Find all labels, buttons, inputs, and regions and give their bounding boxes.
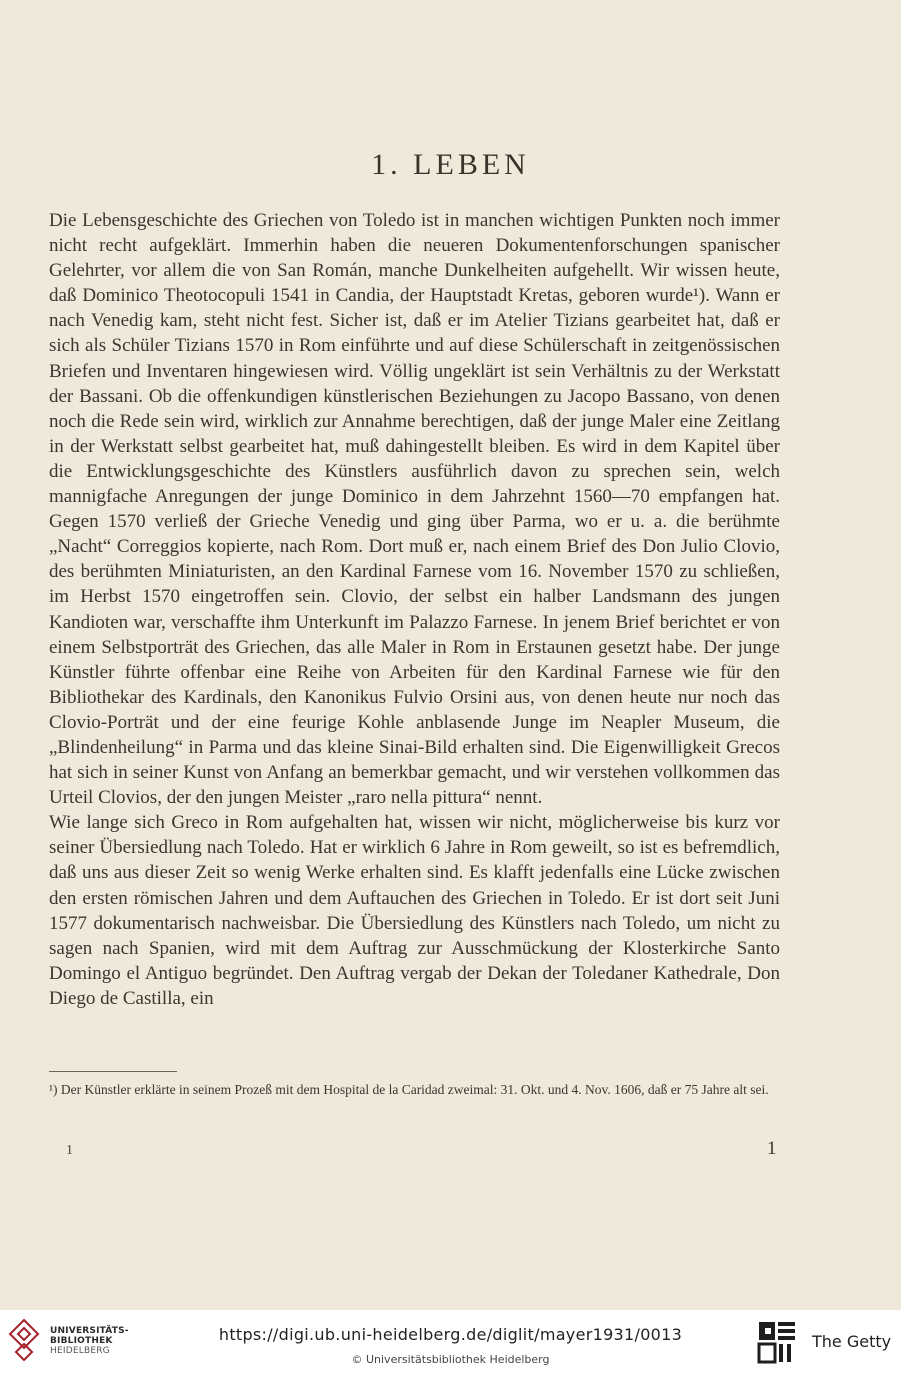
chapter-heading: 1. LEBEN <box>371 148 530 181</box>
paragraph-2: Wie lange sich Greco in Rom aufgehalten hat, wissen wir nicht, möglicherweise bis kurz vor seiner Übersiedlung nach Toledo. Hat er wirklich 6 Jahre in Rom geweilt, so ist es befremdlich, daß uns aus dieser Zeit so wenig Werke erhalten sind. Es klafft jedenfalls eine Lücke zwischen den ersten römischen Jahren und dem Auftauchen des Griechen in Toledo. Er ist dort seit Juni 1577 dokumentarisch nachweisbar. Die Übersiedlung des Künstlers nach Toledo, um nicht zu sagen nach Spanien, wird mit dem Auftrag zur Ausschmückung der Klosterkirche Santo Domingo el Antiguo begründet. Den Auftrag vergab der Dekan der Toledaner Kathedrale, Don Diego de Castilla, ein <box>49 812 780 1009</box>
page-number: 1 <box>767 1138 777 1159</box>
library-city: HEIDELBERG <box>50 1346 110 1356</box>
footnote-separator <box>49 1071 177 1072</box>
footnote: ¹) Der Künstler erklärte in seinem Prozeß mit dem Hospital de la Caridad zweimal: 31. Okt. und 4. Nov. 1606, daß er 75 Jahre alt sei. <box>49 1082 769 1097</box>
library-name-line1: UNIVERSITÄTS- <box>50 1326 129 1336</box>
library-name-line2: BIBLIOTHEK <box>50 1336 113 1346</box>
viewer-footer <box>0 1310 901 1376</box>
getty-logo-icon[interactable] <box>757 1320 797 1366</box>
paragraph-1: Die Lebensgeschichte des Griechen von Toledo ist in manchen wichtigen Punkten noch immer nicht recht aufgeklärt. Immerhin haben die neueren Dokumentenforschungen spanischer Gelehrter, vor allem die von San Román, manche Dunkelheiten aufgehellt. Wir wissen heute, daß Dominico Theotocopuli 1541 in Candia, der Hauptstadt Kretas, geboren wurde¹). Wann er nach Venedig kam, steht nicht fest. Sicher ist, daß er im Atelier Tizians gearbeitet hat, daß er sich als Schüler Tizians 1570 in Rom einführte und auf diese Schülerschaft in zeitgenössischen Briefen und Inventaren hingewiesen wird. Völlig ungeklärt ist sein Verhältnis zu der Werkstatt der Bassani. Ob die offenkundigen künstlerischen Beziehungen zu Jacopo Bassano, von denen noch die Rede sein wird, wirklich zur Annahme berechtigen, daß der junge Maler eine Zeitlang in der Werkstatt selbst gearbeitet hat, muß dahingestellt bleiben. Es wird in dem Kapitel über die Entwicklungsgeschichte des Künstlers ausführlich davon zu sprechen sein, welch mannigfache Anregungen der junge Dominico in dem Jahrzehnt 1560—70 empfangen hat. Gegen 1570 verließ der Grieche Venedig und ging über Parma, wo er u. a. die berühmte „Nacht“ Correggios kopierte, nach Rom. Dort muß er, nach einem Brief des Don Julio Clovio, des berühmten Miniaturisten, an den Kardinal Farnese vom 16. November 1570 zu schließen, im Herbst 1570 eingetroffen sein. Clovio, der selbst ein halber Landsmann des jungen Kandioten war, verschaffte ihm Unterkunft im Palazzo Farnese. In jenem Brief berichtet er von einem Selbstporträt des Griechen, das alle Maler in Rom in Erstaunen gesetzt habe. Der junge Künstler führte offenbar eine Reihe von Arbeiten für den Kardinal Farnese wie für den Bibliothekar des Kardinals, den Kanonikus Fulvio Orsini aus, von denen heute nur noch das Clovio-Porträt und der eine feurige Kohle anblasende Junge im Neapler Museum, die „Blindenheilung“ in Parma und das kleine Sinai-Bild erhalten sind. Die Eigenwilligkeit Grecos hat sich in seiner Kunst von Anfang an bemerkbar gemacht, und wir verstehen vollkommen das Urteil Clovios, der den jungen Meister „raro nella pittura“ nennt. <box>49 210 780 809</box>
copyright-notice: © Universitätsbibliothek Heidelberg <box>351 1353 550 1366</box>
permalink-url[interactable]: https://digi.ub.uni-heidelberg.de/diglit/mayer1931/0013 <box>218 1325 683 1344</box>
signature-mark: 1 <box>66 1143 73 1158</box>
body-text <box>49 208 780 1011</box>
partner-name[interactable]: The Getty <box>812 1332 892 1351</box>
